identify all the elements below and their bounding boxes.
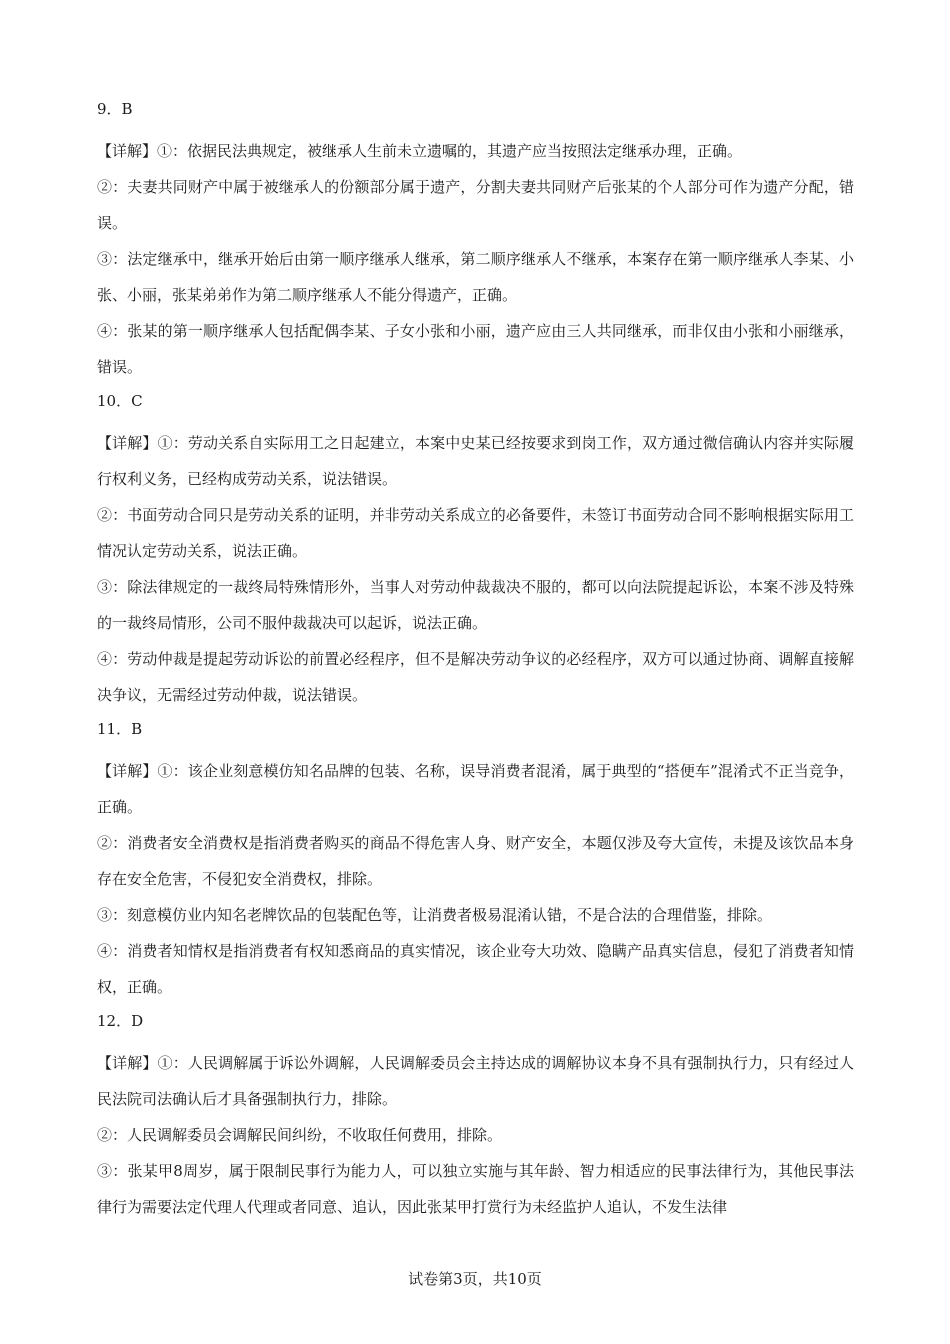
- question-number-11: 11．B: [97, 720, 143, 738]
- explanation-paragraph: ③：刻意模仿业内知名老牌饮品的包装配色等，让消费者极易混淆认错，不是合法的合理借鉴，排除。: [97, 906, 773, 924]
- question-number-10: 10．C: [97, 392, 143, 410]
- explanation-paragraph: 【详解】①：劳动关系自实际用工之日起建立，本案中史某已经按要求到岗工作，双方通过微信确认内容并实际履行权利义务，已经构成劳动关系，说法错误。: [97, 434, 854, 488]
- explanation-paragraph: ③：除法律规定的一裁终局特殊情形外，当事人对劳动仲裁裁决不服的，都可以向法院提起诉讼，本案不涉及特殊的一裁终局情形，公司不服仲裁裁决可以起诉，说法正确。: [97, 578, 854, 632]
- explanation-paragraph: 【详解】①：依据民法典规定，被继承人生前未立遗嘱的，其遗产应当按照法定继承办理，正确。: [97, 142, 743, 160]
- explanation-paragraph: ②：人民调解委员会调解民间纠纷，不收取任何费用，排除。: [97, 1126, 503, 1144]
- explanation-paragraph: ②：夫妻共同财产中属于被继承人的份额部分属于遗产，分割夫妻共同财产后张某的个人部分可作为遗产分配，错误。: [97, 178, 854, 232]
- question-number-9: 9．B: [97, 100, 133, 118]
- question-number-12: 12．D: [97, 1012, 144, 1030]
- page-footer: 试卷第3页，共10页: [408, 1270, 542, 1288]
- explanation-paragraph: ③：张某甲8周岁，属于限制民事行为能力人，可以独立实施与其年龄、智力相适应的民事法律行为，其他民事法律行为需要法定代理人代理或者同意、追认，因此张某甲打赏行为未经监护人追认，不发生法律: [97, 1162, 854, 1216]
- explanation-paragraph: ④：张某的第一顺序继承人包括配偶李某、子女小张和小丽，遗产应由三人共同继承，而非仅由小张和小丽继承，错误。: [97, 322, 854, 376]
- answer-content: [97, 97, 854, 1225]
- explanation-paragraph: ②：消费者安全消费权是指消费者购买的商品不得危害人身、财产安全，本题仅涉及夸大宣传，未提及该饮品本身存在安全危害，不侵犯安全消费权，排除。: [97, 834, 854, 888]
- explanation-paragraph: ②：书面劳动合同只是劳动关系的证明，并非劳动关系成立的必备要件，未签订书面劳动合同不影响根据实际用工情况认定劳动关系，说法正确。: [97, 506, 854, 560]
- explanation-paragraph: ③：法定继承中，继承开始后由第一顺序继承人继承，第二顺序继承人不继承，本案存在第一顺序继承人李某、小张、小丽，张某弟弟作为第二顺序继承人不能分得遗产，正确。: [97, 250, 854, 304]
- explanation-paragraph: 【详解】①：该企业刻意模仿知名品牌的包装、名称，误导消费者混淆，属于典型的“搭便车”混淆式不正当竞争，正确。: [97, 762, 854, 816]
- explanation-paragraph: ④：消费者知情权是指消费者有权知悉商品的真实情况，该企业夸大功效、隐瞒产品真实信息，侵犯了消费者知情权，正确。: [97, 942, 854, 996]
- explanation-paragraph: ④：劳动仲裁是提起劳动诉讼的前置必经程序，但不是解决劳动争议的必经程序，双方可以通过协商、调解直接解决争议，无需经过劳动仲裁，说法错误。: [97, 650, 854, 704]
- explanation-paragraph: 【详解】①：人民调解属于诉讼外调解，人民调解委员会主持达成的调解协议本身不具有强制执行力，只有经过人民法院司法确认后才具备强制执行力，排除。: [97, 1054, 854, 1108]
